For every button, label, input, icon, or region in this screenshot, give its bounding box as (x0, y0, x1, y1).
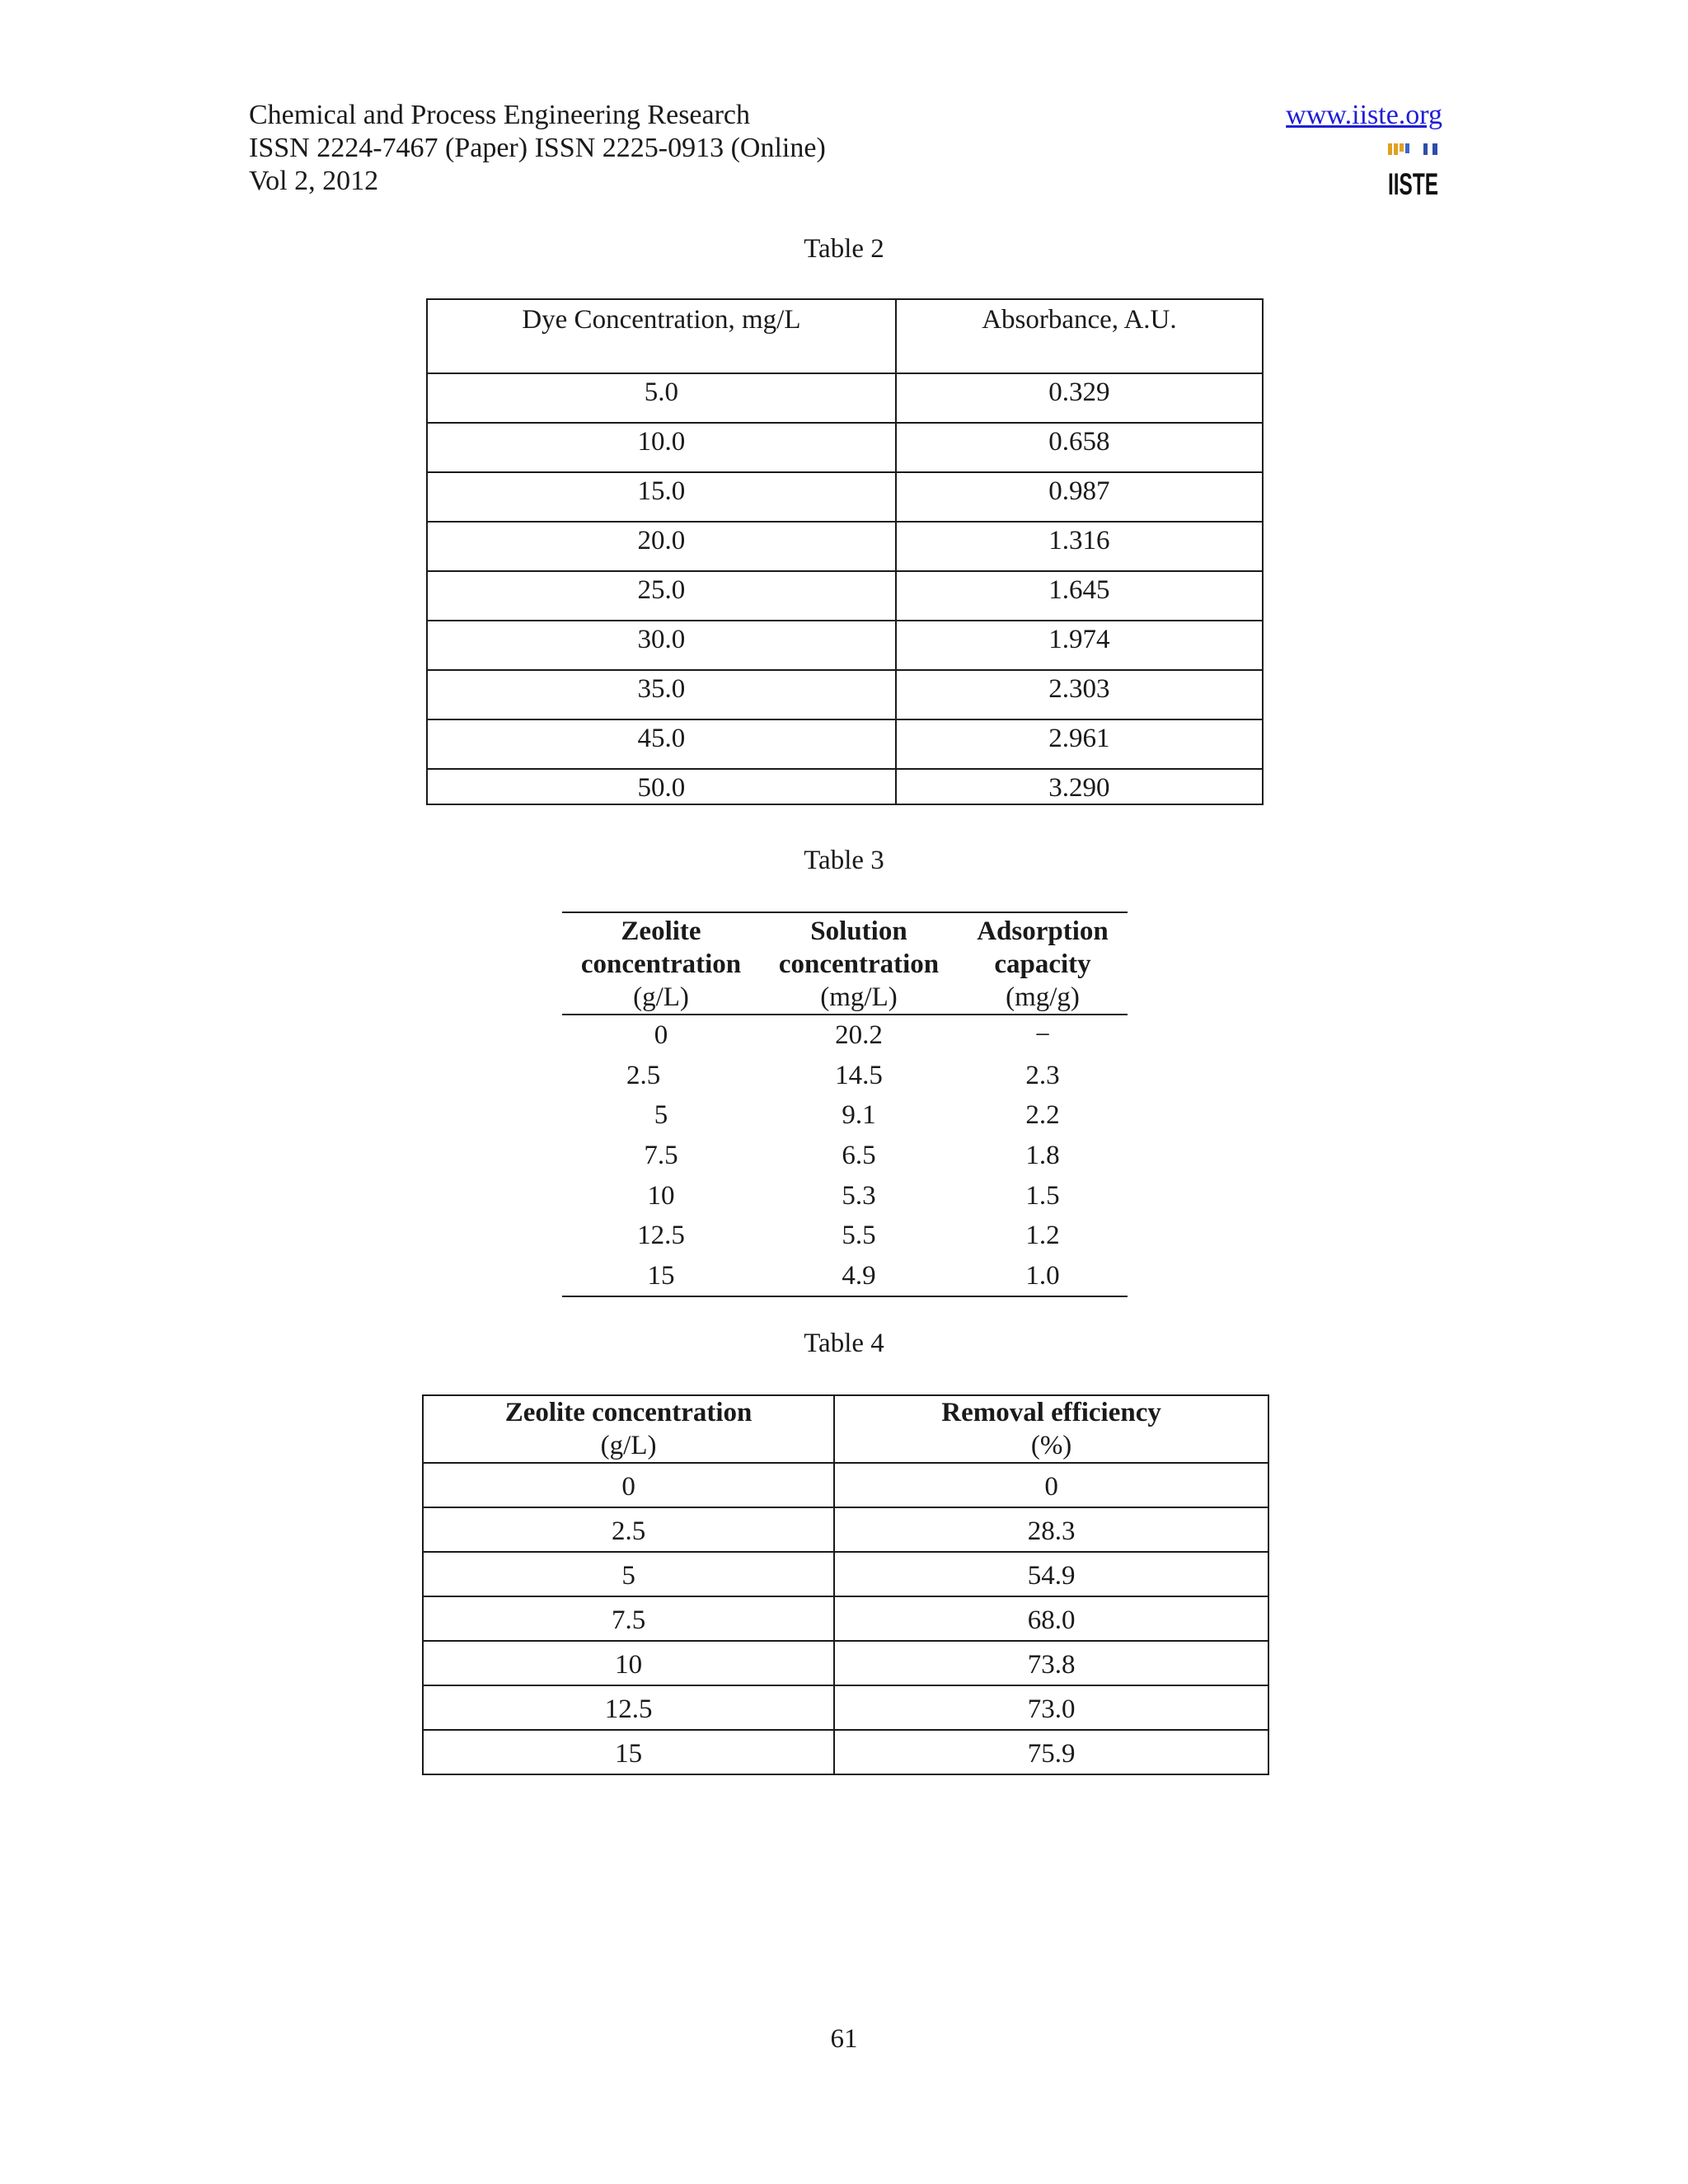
table-row (423, 1730, 1268, 1774)
header-removal-efficiency: Removal efficiency (%) (834, 1395, 1268, 1463)
cell: 25.0 (427, 571, 896, 621)
cell: 68.0 (834, 1596, 1268, 1641)
cell: 50.0 (427, 769, 896, 804)
cell: 15 (562, 1256, 760, 1297)
table-row (423, 1463, 1268, 1507)
table-row (427, 522, 1263, 571)
cell: 45.0 (427, 719, 896, 769)
table-row (562, 1056, 1128, 1096)
cell: 20.2 (835, 1020, 883, 1051)
table-header-row (562, 912, 1128, 1015)
table-row (427, 373, 1263, 423)
table-row (562, 1136, 1128, 1176)
cell: 2.2 (1025, 1100, 1060, 1131)
cell: 0.987 (896, 472, 1263, 522)
cell: 0 (834, 1463, 1268, 1507)
table-header-row (423, 1395, 1268, 1463)
cell: 15.0 (427, 472, 896, 522)
cell: 5.5 (842, 1221, 876, 1251)
table-row (423, 1552, 1268, 1596)
cell: 4.9 (760, 1256, 958, 1297)
table-row (427, 670, 1263, 719)
cell: 2.5 (423, 1507, 834, 1552)
table-row (423, 1685, 1268, 1730)
cell: 73.8 (834, 1641, 1268, 1685)
cell: 1.316 (896, 522, 1263, 571)
cell: 73.0 (834, 1685, 1268, 1730)
cell: 2.961 (896, 719, 1263, 769)
cell: 10.0 (427, 423, 896, 472)
cell: 5.0 (427, 373, 896, 423)
table-row (562, 1175, 1128, 1216)
table4-caption: Table 4 (804, 1329, 884, 1358)
cell: 14.5 (835, 1060, 883, 1090)
cell: 30.0 (427, 621, 896, 670)
table-row (562, 1216, 1128, 1256)
cell: 1.2 (1025, 1221, 1060, 1251)
cell: 54.9 (834, 1552, 1268, 1596)
table-row (423, 1596, 1268, 1641)
cell: 12.5 (423, 1685, 834, 1730)
cell: 5.3 (842, 1180, 876, 1211)
table2 (426, 298, 1264, 805)
running-header (249, 99, 826, 198)
cell: 2.5 (626, 1060, 661, 1090)
cell: 10 (647, 1180, 675, 1211)
table-row (427, 571, 1263, 621)
cell: 20.0 (427, 522, 896, 571)
cell: 7.5 (644, 1141, 678, 1171)
header-dye-concentration: Dye Concentration, mg/L (427, 299, 896, 373)
table-row (423, 1641, 1268, 1685)
cell: 1.974 (896, 621, 1263, 670)
table-row (427, 472, 1263, 522)
table2-caption: Table 2 (804, 234, 884, 264)
iiste-logo (1387, 142, 1440, 201)
cell: 28.3 (834, 1507, 1268, 1552)
table-row (562, 1095, 1128, 1136)
cell: 1.0 (958, 1256, 1128, 1297)
cell: 2.303 (896, 670, 1263, 719)
cell: 0 (654, 1020, 668, 1051)
cell: 10 (423, 1641, 834, 1685)
journal-title: Chemical and Process Engineering Research (249, 100, 751, 130)
header-solution-concentration: Solution concentration (mg/L) (760, 912, 958, 1015)
table-row (562, 1256, 1128, 1297)
cell: 75.9 (834, 1730, 1268, 1774)
cell: 0 (423, 1463, 834, 1507)
cell: − (1034, 1020, 1051, 1051)
cell: 7.5 (423, 1596, 834, 1641)
cell: 1.8 (1025, 1141, 1060, 1171)
table3-caption: Table 3 (804, 846, 884, 875)
cell: 2.3 (1025, 1060, 1060, 1090)
table-row (427, 719, 1263, 769)
table4 (422, 1394, 1269, 1775)
issn-line: ISSN 2224-7467 (Paper) ISSN 2225-0913 (Online) (249, 133, 826, 163)
cell: 9.1 (842, 1100, 876, 1131)
cell: 1.5 (1025, 1180, 1060, 1211)
header-zeolite-concentration: Zeolite concentration (g/L) (562, 912, 760, 1015)
table-row (427, 423, 1263, 472)
table-header-row (427, 299, 1263, 373)
cell: 0.658 (896, 423, 1263, 472)
svg-text:IISTE: IISTE (1388, 167, 1438, 201)
table3 (562, 912, 1128, 1297)
cell: 35.0 (427, 670, 896, 719)
volume-line: Vol 2, 2012 (249, 166, 379, 196)
header-adsorption-capacity: Adsorption capacity (mg/g) (958, 912, 1128, 1015)
table-row (427, 769, 1263, 804)
header-absorbance: Absorbance, A.U. (896, 299, 1263, 373)
table-row (562, 1015, 1128, 1056)
header-zeolite-concentration: Zeolite concentration (g/L) (423, 1395, 834, 1463)
cell: 3.290 (896, 769, 1263, 804)
cell: 12.5 (637, 1221, 685, 1251)
cell: 6.5 (842, 1141, 876, 1171)
website-link[interactable]: www.iiste.org (1286, 100, 1442, 130)
cell: 5 (423, 1552, 834, 1596)
cell: 5 (654, 1100, 668, 1131)
cell: 0.329 (896, 373, 1263, 423)
table-row (423, 1507, 1268, 1552)
cell: 15 (423, 1730, 834, 1774)
page-number: 61 (830, 2024, 858, 2054)
cell: 1.645 (896, 571, 1263, 621)
table-row (427, 621, 1263, 670)
